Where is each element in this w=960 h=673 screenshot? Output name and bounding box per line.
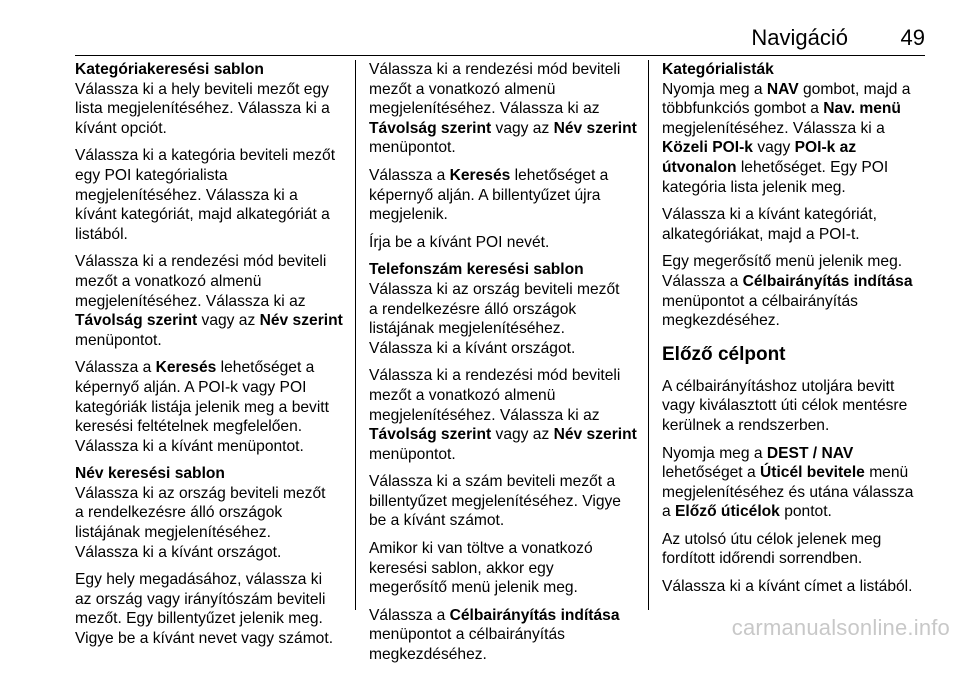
text-run: kategóriák listája jelenik meg a bevitt — [75, 398, 329, 416]
bold-term: Távolság szerint — [369, 426, 492, 444]
text-line — [75, 358, 347, 378]
bold-term: Célbairányítás indítása — [742, 272, 913, 290]
bold-term: Úticél bevitele — [759, 464, 865, 482]
text-column-1 — [75, 60, 347, 657]
text-run: Egy megerősítő menü jelenik meg. — [662, 253, 903, 271]
text-run: Válassza ki az ország beviteli mezőt — [369, 280, 620, 298]
text-line — [75, 292, 347, 312]
text-line — [662, 463, 934, 483]
text-run: listából. — [75, 225, 128, 243]
watermark: carmanualsonline.info — [731, 615, 950, 640]
bold-term: Keresés — [155, 359, 217, 377]
text-run: kívánt kategóriát, majd alkategóriát a — [75, 206, 330, 224]
text-run: Válassza ki a kívánt menüpontot. — [75, 437, 304, 455]
text-run: a rendelkezésre álló országok — [369, 300, 577, 318]
text-run: lista megjelenítéséhez. Válassza ki a — [75, 100, 330, 118]
text-run: Válassza ki a rendezési mód beviteli — [369, 367, 621, 385]
text-run: mezőt. Egy billentyűzet jelenik meg. — [75, 610, 323, 628]
text-line — [75, 146, 347, 166]
section-heading: Előző célpont — [662, 343, 786, 365]
text-line — [75, 503, 347, 523]
text-line — [662, 158, 934, 178]
header-divider — [75, 55, 925, 56]
paragraph — [662, 205, 934, 244]
text-run: Válassza ki a rendezési mód beviteli — [369, 61, 621, 78]
text-line — [369, 166, 641, 186]
text-line — [369, 559, 641, 579]
text-line — [369, 138, 641, 158]
text-run: Válassza ki a kívánt címet a listából. — [662, 578, 913, 596]
text-run: Válassza a — [662, 272, 743, 290]
text-line — [369, 280, 641, 300]
text-line — [75, 417, 347, 437]
text-run: menüpontot. — [369, 445, 456, 463]
paragraph — [369, 366, 641, 464]
text-run: Nyomja meg a — [662, 444, 767, 462]
text-run: az ország vagy irányítószám beviteli — [75, 590, 326, 608]
text-line — [662, 252, 934, 272]
text-line — [662, 502, 934, 522]
text-run: Válassza ki a kategória beviteli mezőt — [75, 147, 336, 165]
text-line — [75, 378, 347, 398]
text-run: kategória lista jelenik meg. — [662, 178, 846, 196]
text-line — [75, 205, 347, 225]
text-run: Az utolsó útu célok jelenek meg — [662, 530, 882, 548]
text-run: Válassza ki a kívánt kategóriát, — [662, 206, 877, 224]
text-line — [75, 543, 347, 563]
text-line — [369, 578, 641, 598]
text-line — [662, 178, 934, 198]
text-line — [75, 398, 347, 418]
text-run: megkezdéséhez. — [662, 312, 780, 330]
text-run: fordított időrendi sorrendben. — [662, 550, 863, 568]
paragraph — [75, 146, 347, 244]
bold-term: Nav. menü — [823, 100, 901, 118]
text-run: Egy hely megadásához, válassza ki — [75, 571, 323, 589]
bold-term: DEST / NAV — [766, 444, 854, 462]
text-run: lehetőséget. Egy POI — [736, 158, 889, 176]
paragraph — [75, 570, 347, 648]
bold-term: Név keresési sablon — [75, 465, 225, 483]
bold-term: Célbairányítás indítása — [449, 606, 620, 624]
text-run: keresési feltételnek megfelelően. — [75, 418, 303, 436]
text-line — [75, 590, 347, 610]
text-line — [75, 60, 347, 80]
bold-term: Távolság szerint — [75, 312, 198, 330]
text-run: többfunkciós gombot a — [662, 100, 824, 118]
bold-term: Előző úticélok — [675, 503, 780, 521]
text-run: vagy az — [491, 426, 554, 444]
text-run: Amikor ki van töltve a vonatkozó — [369, 540, 593, 558]
text-line — [369, 539, 641, 559]
text-run: vagy az — [197, 312, 260, 330]
text-run: képernyő alján. A POI-k vagy POI — [75, 378, 307, 396]
text-run: megkezdéséhez. — [369, 646, 487, 664]
text-line — [75, 272, 347, 292]
text-line — [75, 119, 347, 139]
text-column-3 — [662, 60, 934, 605]
text-run: Válassza ki az ország beviteli mezőt — [75, 484, 326, 502]
text-line — [75, 252, 347, 272]
text-line — [75, 311, 347, 331]
bold-term: Kategóriakeresési sablon — [75, 61, 264, 78]
column-divider — [355, 60, 356, 610]
paragraph — [662, 60, 934, 197]
text-line — [369, 319, 641, 339]
page-number: 49 — [900, 25, 925, 50]
text-run: menüpontot. — [369, 139, 456, 157]
text-line — [75, 331, 347, 351]
text-line — [369, 80, 641, 100]
text-line — [662, 444, 934, 464]
text-line — [369, 645, 641, 665]
text-line — [662, 530, 934, 550]
text-run: lehetőséget a — [662, 464, 760, 482]
text-line — [662, 483, 934, 503]
text-line — [662, 416, 934, 436]
text-run: vagy — [752, 139, 795, 157]
text-line — [662, 311, 934, 331]
text-run: menüpontot a célbairányítás — [662, 292, 858, 310]
text-line — [369, 492, 641, 512]
text-line — [369, 260, 641, 280]
bold-term: Telefonszám keresési sablon — [369, 261, 584, 279]
text-line — [75, 484, 347, 504]
text-line — [75, 629, 347, 649]
text-line — [662, 205, 934, 225]
text-run: menüpontot. — [75, 331, 162, 349]
paragraph — [75, 252, 347, 350]
paragraph — [662, 577, 934, 597]
bold-term: Név szerint — [553, 426, 637, 444]
text-run: Válassza ki a kívánt országot. — [369, 339, 576, 357]
text-line — [75, 99, 347, 119]
text-run: egy POI kategórialista — [75, 166, 228, 184]
paragraph — [75, 464, 347, 562]
text-line — [662, 272, 934, 292]
text-line — [662, 225, 934, 245]
bold-term: NAV — [766, 80, 799, 98]
text-run: Válassza ki a kívánt országot. — [75, 543, 282, 561]
text-line — [369, 386, 641, 406]
text-run: Válassza a — [369, 606, 450, 624]
text-run: mezőt a vonatkozó almenü — [369, 80, 556, 98]
text-run: vagy kiválasztott úti célok mentésre — [662, 397, 908, 415]
text-line — [662, 292, 934, 312]
text-run: gombot, majd a — [798, 80, 911, 98]
text-run: kívánt opciót. — [75, 119, 167, 137]
text-run: megjelenítéséhez. Válassza ki az — [75, 292, 306, 310]
bold-term: Keresés — [449, 166, 511, 184]
text-line — [75, 225, 347, 245]
text-run: megjelenítéséhez. Válassza ki a — [662, 119, 885, 137]
text-line — [662, 60, 934, 80]
text-line — [369, 233, 641, 253]
text-line — [662, 80, 934, 100]
text-run: mezőt a vonatkozó almenü — [369, 386, 556, 404]
text-run: Válassza ki a rendezési mód beviteli — [75, 253, 327, 271]
text-run: megjelenítéséhez. Válassza ki a — [75, 186, 298, 204]
text-line — [369, 511, 641, 531]
text-line — [369, 425, 641, 445]
text-run: képernyő alján. A billentyűzet újra — [369, 186, 601, 204]
text-run: megjelenik. — [369, 206, 448, 224]
text-run: Válassza ki a szám beviteli mezőt a — [369, 473, 616, 491]
text-line — [369, 119, 641, 139]
text-run: a rendelkezésre álló országok — [75, 504, 283, 522]
paragraph — [75, 358, 347, 456]
paragraph — [369, 539, 641, 598]
paragraph — [662, 377, 934, 436]
paragraph — [662, 530, 934, 569]
text-run: lehetőséget a — [510, 166, 609, 184]
text-line — [662, 549, 934, 569]
text-run: kerülnek a rendszerben. — [662, 416, 830, 434]
page-header — [75, 0, 925, 53]
paragraph — [369, 60, 641, 158]
text-line — [662, 99, 934, 119]
text-line — [662, 577, 934, 597]
paragraph — [369, 166, 641, 225]
text-line — [75, 437, 347, 457]
text-run: Válassza a — [75, 359, 156, 377]
text-line — [369, 300, 641, 320]
text-run: megjelenítéséhez és utána válassza — [662, 483, 914, 501]
text-line — [75, 570, 347, 590]
text-line — [662, 377, 934, 397]
bold-term: útvonalon — [662, 158, 737, 176]
text-line — [662, 119, 934, 139]
page-title: Navigáció — [751, 25, 848, 50]
paragraph — [369, 472, 641, 531]
bold-term: Kategórialisták — [662, 61, 774, 78]
paragraph — [369, 260, 641, 358]
text-run: Írja be a kívánt POI nevét. — [369, 233, 550, 251]
paragraph — [75, 60, 347, 138]
text-line — [369, 472, 641, 492]
text-line — [662, 138, 934, 158]
text-column-2 — [369, 60, 641, 673]
bold-term: Távolság szerint — [369, 119, 492, 137]
text-line — [369, 99, 641, 119]
text-run: menü — [864, 464, 909, 482]
bold-term: Közeli POI-k — [662, 139, 753, 157]
text-run: menüpontot a célbairányítás — [369, 626, 565, 644]
text-line — [369, 60, 641, 80]
text-run: pontot. — [779, 503, 832, 521]
text-run: alkategóriákat, majd a POI-t. — [662, 225, 860, 243]
text-line — [369, 186, 641, 206]
text-run: a — [662, 503, 676, 521]
paragraph — [662, 444, 934, 522]
text-run: billentyűzet megjelenítéséhez. Vigye — [369, 492, 621, 510]
text-run: Válassza a — [369, 166, 450, 184]
text-line — [369, 445, 641, 465]
text-run: keresési sablon, akkor egy — [369, 559, 554, 577]
text-run: Vigye be a kívánt nevet vagy számot. — [75, 630, 334, 648]
text-run: Válassza ki a hely beviteli mezőt egy — [75, 80, 329, 98]
text-run: be a kívánt számot. — [369, 512, 505, 530]
text-line — [369, 406, 641, 426]
text-line — [75, 464, 347, 484]
column-divider — [648, 60, 649, 610]
text-line — [369, 205, 641, 225]
paragraph — [662, 252, 934, 330]
text-run: listájának megjelenítéséhez. — [369, 320, 565, 338]
text-run: lehetőséget a — [216, 359, 315, 377]
text-line — [75, 80, 347, 100]
text-run: vagy az — [491, 119, 554, 137]
bold-term: POI-k az — [794, 139, 857, 157]
text-line — [75, 186, 347, 206]
text-run: listájának megjelenítéséhez. — [75, 524, 271, 542]
text-line — [369, 366, 641, 386]
text-run: megjelenítéséhez. Válassza ki az — [369, 100, 600, 118]
bold-term: Név szerint — [553, 119, 637, 137]
text-line — [75, 609, 347, 629]
bold-term: Név szerint — [259, 312, 343, 330]
paragraph — [369, 233, 641, 253]
text-run: megjelenítéséhez. Válassza ki az — [369, 406, 600, 424]
text-line — [662, 396, 934, 416]
text-line — [369, 339, 641, 359]
text-run: mezőt a vonatkozó almenü — [75, 272, 262, 290]
text-run: Nyomja meg a — [662, 80, 767, 98]
text-run: megerősítő menü jelenik meg. — [369, 579, 578, 597]
text-line — [75, 523, 347, 543]
text-run: A célbairányításhoz utoljára bevitt — [662, 377, 895, 395]
text-line — [75, 166, 347, 186]
